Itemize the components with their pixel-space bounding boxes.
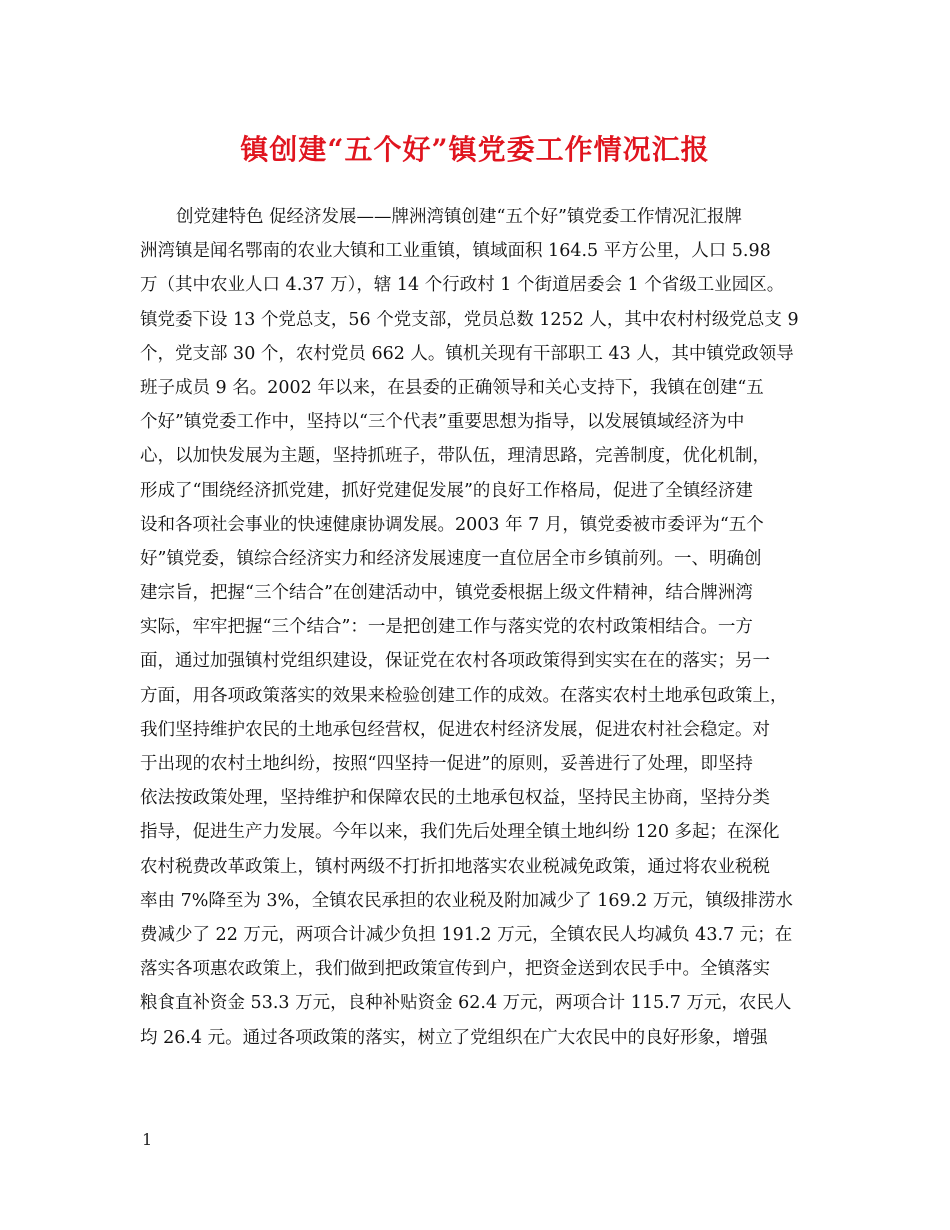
text-line: 粮食直补资金 53.3 万元，良种补贴资金 62.4 万元，两项合计 115.7 万元，农民人 bbox=[140, 993, 792, 1014]
text-line: 创党建特色 促经济发展——牌洲湾镇创建“五个好”镇党委工作情况汇报牌 bbox=[176, 207, 742, 227]
text-line: 设和各项社会事业的快速健康协调发展。2003 年 7 月，镇党委被市委评为“五个 bbox=[140, 514, 764, 535]
text-line: 于出现的农村土地纠纷，按照“四坚持一促进”的原则，妥善进行了处理，即坚持 bbox=[140, 754, 753, 774]
text-line: 班子成员 9 名。2002 年以来，在县委的正确领导和关心支持下，我镇在创建“五 bbox=[140, 377, 764, 398]
text-line: 面，通过加强镇村党组织建设，保证党在农村各项政策得到实实在在的落实；另一 bbox=[140, 651, 770, 672]
text-line: 均 26.4 元。通过各项政策的落实，树立了党组织在广大农民中的良好形象，增强 bbox=[140, 1027, 768, 1048]
text-line: 个好”镇党委工作中，坚持以“三个代表”重要思想为指导，以发展镇域经济为中 bbox=[140, 412, 745, 433]
text-line: 农村税费改革政策上，镇村两级不打折扣地落实农业税减免政策，通过将农业税税 bbox=[140, 856, 770, 877]
text-line: 依法按政策处理，坚持维护和保障农民的土地承包权益，坚持民主协商，坚持分类 bbox=[140, 788, 770, 809]
body-text bbox=[140, 200, 830, 1055]
text-line: 我们坚持维护农民的土地承包经营权，促进农村经济发展，促进农村社会稳定。对 bbox=[140, 719, 770, 740]
text-line: 费减少了 22 万元，两项合计减少负担 191.2 万元，全镇农民人均减负 43.7 元；在 bbox=[140, 924, 793, 945]
text-line: 好”镇党委，镇综合经济实力和经济发展速度一直位居全市乡镇前列。一、明确创 bbox=[140, 548, 762, 569]
text-line: 个，党支部 30 个，农村党员 662 人。镇机关现有干部职工 43 人，其中镇党政领导 bbox=[140, 343, 794, 364]
text-line: 方面，用各项政策落实的效果来检验创建工作的成效。在落实农村土地承包政策上， bbox=[140, 685, 788, 706]
text-line: 万（其中农业人口 4.37 万），辖 14 个行政村 1 个街道居委会 1 个省级工业园区。 bbox=[140, 275, 785, 296]
text-line: 指导，促进生产力发展。今年以来，我们先后处理全镇土地纠纷 120 多起；在深化 bbox=[140, 822, 780, 843]
text-line: 建宗旨，把握“三个结合”在创建活动中，镇党委根据上级文件精神，结合牌洲湾 bbox=[140, 583, 753, 604]
text-line: 形成了“围绕经济抓党建，抓好党建促发展”的良好工作格局，促进了全镇经济建 bbox=[140, 480, 753, 501]
text-line: 心，以加快发展为主题，坚持抓班子，带队伍，理清思路，完善制度，优化机制， bbox=[140, 446, 770, 467]
text-line: 镇党委下设 13 个党总支，56 个党支部，党员总数 1252 人，其中农村村级党总支 9 bbox=[140, 309, 799, 330]
text-line: 率由 7%降至为 3%，全镇农民承担的农业税及附加减少了 169.2 万元，镇级排涝水 bbox=[140, 890, 793, 911]
text-line: 落实各项惠农政策上，我们做到把政策宣传到户，把资金送到农民手中。全镇落实 bbox=[140, 959, 770, 980]
text-line: 实际，牢牢把握“三个结合”：一是把创建工作与落实党的农村政策相结合。一方 bbox=[140, 617, 753, 638]
page-title: 镇创建“五个好”镇党委工作情况汇报 bbox=[240, 133, 710, 166]
page-number: 1 bbox=[142, 1130, 153, 1149]
text-line: 洲湾镇是闻名鄂南的农业大镇和工业重镇，镇域面积 164.5 平方公里，人口 5.98 bbox=[140, 241, 771, 262]
